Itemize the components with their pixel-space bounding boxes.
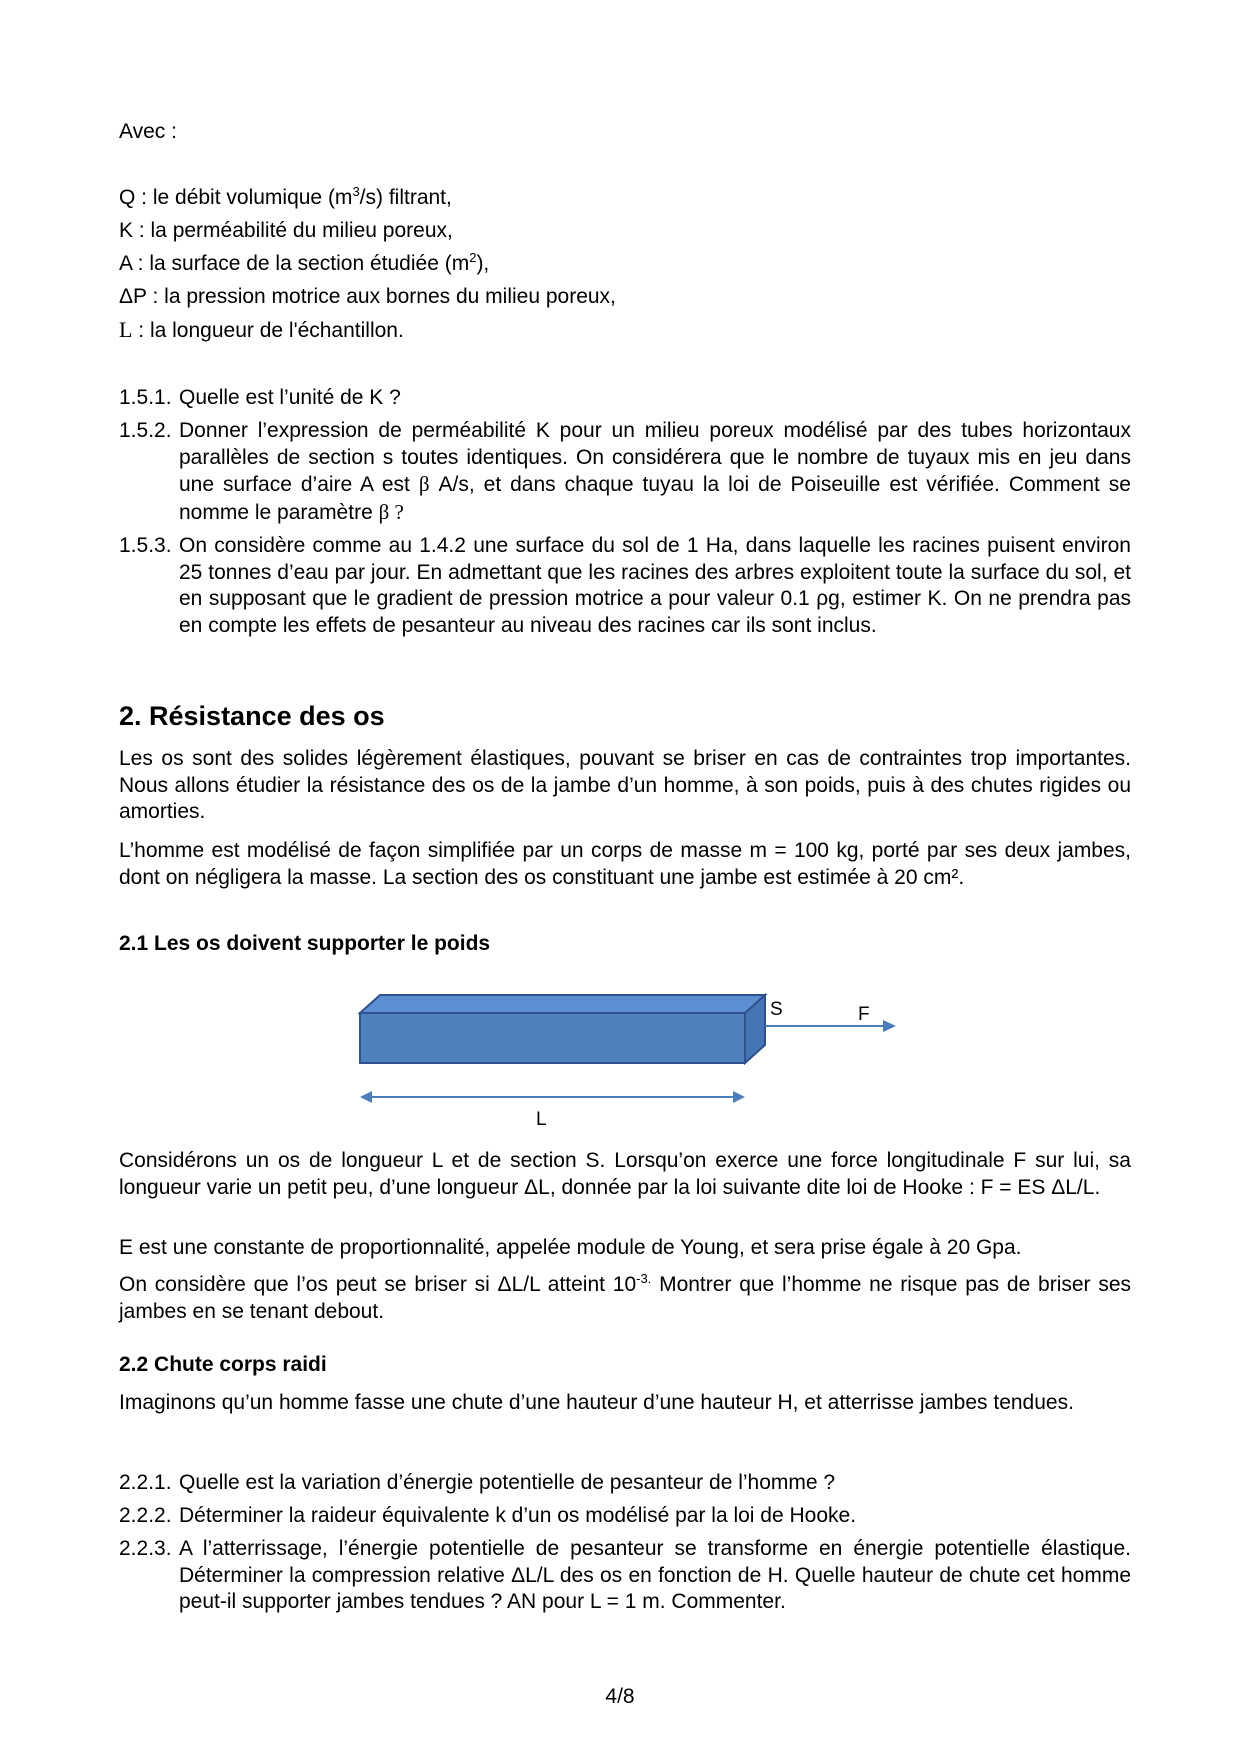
bar-front-face (360, 1013, 745, 1063)
def-k: K : la perméabilité du milieu poreux, (119, 219, 453, 242)
label-l: L (536, 1109, 547, 1130)
def-a: A : la surface de la section étudiée $(m^2)$, (119, 250, 490, 275)
force-arrowhead (883, 1020, 896, 1032)
section-paragraph: Les os sont des solides légèrement élastiques, pouvant se briser en cas de contraintes trop importantes. Nous allons étudier la résistance des os de la jambe d’un homme, à son poids, puis à des chutes rigides ou amorties. (119, 747, 1131, 823)
question-text: Quelle est l’unité de K ? (179, 386, 401, 409)
question-number: 1.5.2. (119, 419, 172, 442)
question-text: On considère comme au 1.4.2 une surface du sol de 1 Ha, dans laquelle les racines puisent environ 25 tonnes d’eau par jour. En admettant que les racines des arbres exploitent toute la surface du sol, et en supposant que le gradient de pression motrice a pour valeur 0.1 ρg, estimer K. On ne prendra pas en compte les effets de pesanteur au niveau des racines car ils sont inclus. (179, 534, 1131, 637)
young-paragraph: E est une constante de proportionnalité, appelée module de Young, et sera prise égale à 20 Gpa. (119, 1236, 1022, 1259)
question-text: Quelle est la variation d’énergie potentielle de pesanteur de l’homme ? (179, 1471, 836, 1494)
question-number: 2.2.3. (119, 1537, 172, 1560)
question-text: Déterminer la raideur équivalente k d’un os modélisé par la loi de Hooke. (179, 1504, 857, 1527)
bone-diagram (340, 980, 920, 1140)
def-dp: ΔP : la pression motrice aux bornes du milieu poreux, (119, 285, 616, 308)
def-l: L : la longueur de l'échantillon. (119, 317, 404, 342)
hooke-paragraph: Considérons un os de longueur L et de section S. Lorsqu’on exerce une force longitudinale F sur lui, sa longueur varie un petit peu, d’une longueur ΔL, donnée par la loi suivante dite loi de Hooke : F = ES ΔL/L. (119, 1149, 1131, 1199)
question-number: 2.2.1. (119, 1471, 172, 1494)
label-s: S (770, 999, 783, 1020)
fall-paragraph: Imaginons qu’un homme fasse une chute d’une hauteur d’une hauteur H, et atterrisse jambes tendues. (119, 1391, 1074, 1414)
subsection-title: 2.2 Chute corps raidi (119, 1353, 327, 1376)
subsection-title: 2.1 Les os doivent supporter le poids (119, 932, 491, 955)
question-number: 1.5.3. (119, 534, 172, 557)
break-paragraph: On considère que l’os peut se briser si ΔL/L atteint $10^{-3.}$ Montrer que l’homme ne risque pas de briser ses jambes en se tenant debout. (119, 1271, 1131, 1323)
question-text: Donner l’expression de perméabilité K pour un milieu poreux modélisé par des tubes horizontaux parallèles de section s toutes identiques. On considérera que le nombre de tuyaux mis en jeu dans une surface d’aire A est β A/s, et dans chaque tuyau la loi de Poiseuille est vérifiée. Comment se nomme le paramètre β ? (179, 419, 1131, 524)
bar-top-face (360, 995, 765, 1013)
section-title: 2. Résistance des os (119, 701, 385, 731)
length-arrowhead-left (360, 1091, 372, 1103)
label-f: F (858, 1004, 870, 1025)
question-number: 2.2.2. (119, 1504, 172, 1527)
def-q: Q : le débit volumique $(m^3/s)$ filtrant, (119, 184, 452, 209)
page-number: 4/8 (605, 1685, 635, 1708)
question-number: 1.5.1. (119, 386, 172, 409)
question-text: A l’atterrissage, l’énergie potentielle de pesanteur se transforme en énergie potentielle élastique. Déterminer la compression relative ΔL/L des os en fonction de H. Quelle hauteur de chute cet homme peut-il supporter jambes tendues ? AN pour L = 1 m. Commenter. (179, 1537, 1131, 1613)
section-paragraph: L’homme est modélisé de façon simplifiée par un corps de masse m = 100 kg, porté par ses deux jambes, dont on négligera la masse. La section des os constituant une jambe est estimée à 20 cm². (119, 839, 1131, 889)
avec-label: Avec : (119, 120, 177, 143)
length-arrowhead-right (733, 1091, 745, 1103)
